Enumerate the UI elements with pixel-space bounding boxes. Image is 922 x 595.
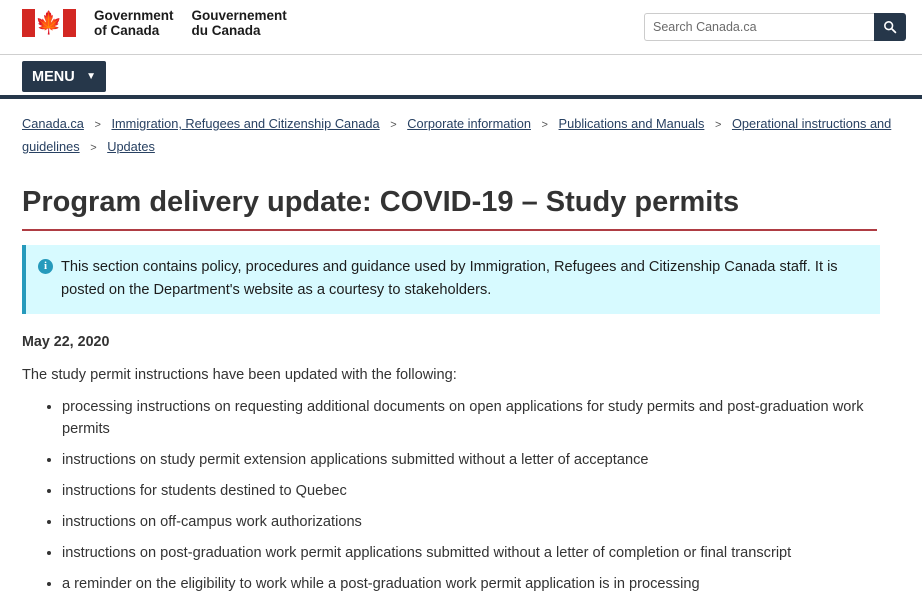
list-item: • instructions on off-campus work authorizations [62,511,882,533]
menu-underline [0,95,922,99]
search-button[interactable] [874,13,906,41]
menu-button[interactable] [22,61,106,92]
breadcrumb [0,99,922,159]
government-of-canada-brand[interactable] [22,8,287,38]
wordmark-en-line1: Government [94,8,174,23]
info-callout-text: This section contains policy, procedures and guidance used by Immigration, Refugees and Citizenship Canada staff. It is posted on the Department's website as a courtesy to stakeholders. [61,259,838,298]
list-item: • processing instructions on requesting additional documents on open applications for study permits and post-graduation work permits [62,396,882,440]
list-item: • a reminder on the eligibility to work while a post-graduation work permit application is in processing [62,573,882,595]
breadcrumb-item-3[interactable]: Publications and Manuals [558,116,705,131]
search-icon [883,20,897,34]
search-input[interactable] [644,13,874,41]
list-item: • instructions for students destined to Quebec [62,480,882,502]
intro-paragraph: The study permit instructions have been updated with the following: [22,367,457,383]
chevron-down-icon: ▼ [86,71,96,82]
page-title: Program delivery update: COVID-19 – Study permits [22,185,877,231]
site-header [0,0,922,54]
breadcrumb-item-2[interactable]: Corporate information [407,116,531,131]
wordmark-en-line2: of Canada [94,23,160,38]
info-callout [22,245,880,314]
breadcrumb-item-1[interactable]: Immigration, Refugees and Citizenship Canada [111,116,380,131]
updates-list [22,396,900,595]
canada-flag-icon: 🍁 [22,9,76,37]
wordmark-fr-line2: du Canada [191,23,261,38]
breadcrumb-separator: > [541,119,548,131]
breadcrumb-separator: > [714,119,722,131]
main-menu-bar [0,55,922,99]
main-content [0,185,922,595]
breadcrumb-separator: > [90,142,97,154]
site-search[interactable] [644,13,906,41]
breadcrumb-item-5[interactable]: Updates [107,139,155,154]
breadcrumb-separator: > [390,119,397,131]
info-icon: i [38,259,53,274]
list-item: • instructions on study permit extension applications submitted without a letter of acceptance [62,449,882,471]
breadcrumb-item-4[interactable]: Operational instructions and guidelines [22,116,892,154]
list-item: • instructions on post-graduation work permit applications submitted without a letter of completion or final transcript [62,542,882,564]
wordmark-fr-line1: Gouvernement [191,8,287,23]
wordmark [94,8,287,38]
breadcrumb-separator: > [94,119,101,131]
breadcrumb-item-0[interactable]: Canada.ca [22,116,84,131]
update-date: May 22, 2020 [22,334,110,350]
menu-button-label: MENU [32,68,75,85]
